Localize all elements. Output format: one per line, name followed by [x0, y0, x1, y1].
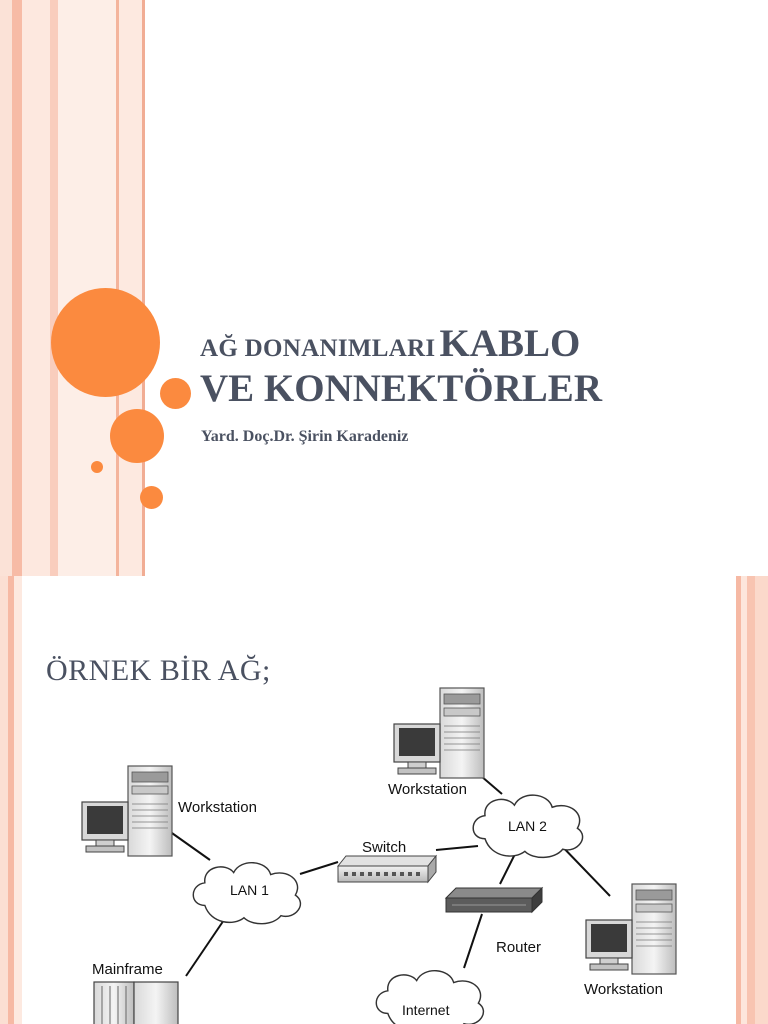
workstation-right-icon — [586, 884, 676, 974]
decor-stripe — [0, 0, 12, 576]
decor-circle-large — [51, 288, 160, 397]
slide-heading: ÖRNEK BİR AĞ; — [46, 654, 271, 687]
workstation-left-icon — [82, 766, 172, 856]
slide-subtitle: Yard. Doç.Dr. Şirin Karadeniz — [201, 428, 409, 445]
decor-stripe — [0, 576, 8, 1024]
switch-label: Switch — [362, 839, 407, 856]
decor-circle — [140, 486, 163, 509]
link-switch-lan2 — [436, 846, 478, 850]
lan1-label: LAN 1 — [230, 882, 269, 898]
title-line2: VE KONNEKTÖRLER — [200, 366, 602, 410]
link-lan1-mainframe — [186, 914, 228, 976]
title-part1: AĞ DONANIMLARI — [200, 335, 436, 362]
decor-stripe — [755, 576, 768, 1024]
workstation-right-label: Workstation — [584, 981, 663, 998]
internet-label: Internet — [402, 1002, 450, 1018]
decor-stripe — [50, 0, 58, 576]
mainframe-label: Mainframe — [92, 961, 163, 978]
workstation-top-icon — [394, 688, 484, 778]
decor-stripe — [12, 0, 22, 576]
title-part2: KABLO — [439, 322, 581, 365]
slide-title — [200, 322, 760, 412]
network-diagram — [62, 676, 688, 1024]
switch-icon — [338, 856, 436, 882]
decor-circle — [110, 409, 164, 463]
link-router-internet — [464, 914, 482, 968]
decor-stripe — [22, 0, 50, 576]
link-lan1-switch — [300, 862, 338, 874]
workstation-top-label: Workstation — [388, 781, 467, 798]
router-label: Router — [496, 939, 542, 956]
decor-stripe — [119, 0, 142, 576]
decor-circle-small — [91, 461, 103, 473]
router-icon — [446, 888, 542, 912]
lan2-label: LAN 2 — [508, 818, 547, 834]
decor-circle — [160, 378, 191, 409]
decor-stripe — [747, 576, 755, 1024]
network-example-slide — [0, 576, 768, 1024]
decor-stripe — [14, 576, 22, 1024]
mainframe-icon — [94, 982, 178, 1024]
workstation-left-label: Workstation — [178, 799, 257, 816]
